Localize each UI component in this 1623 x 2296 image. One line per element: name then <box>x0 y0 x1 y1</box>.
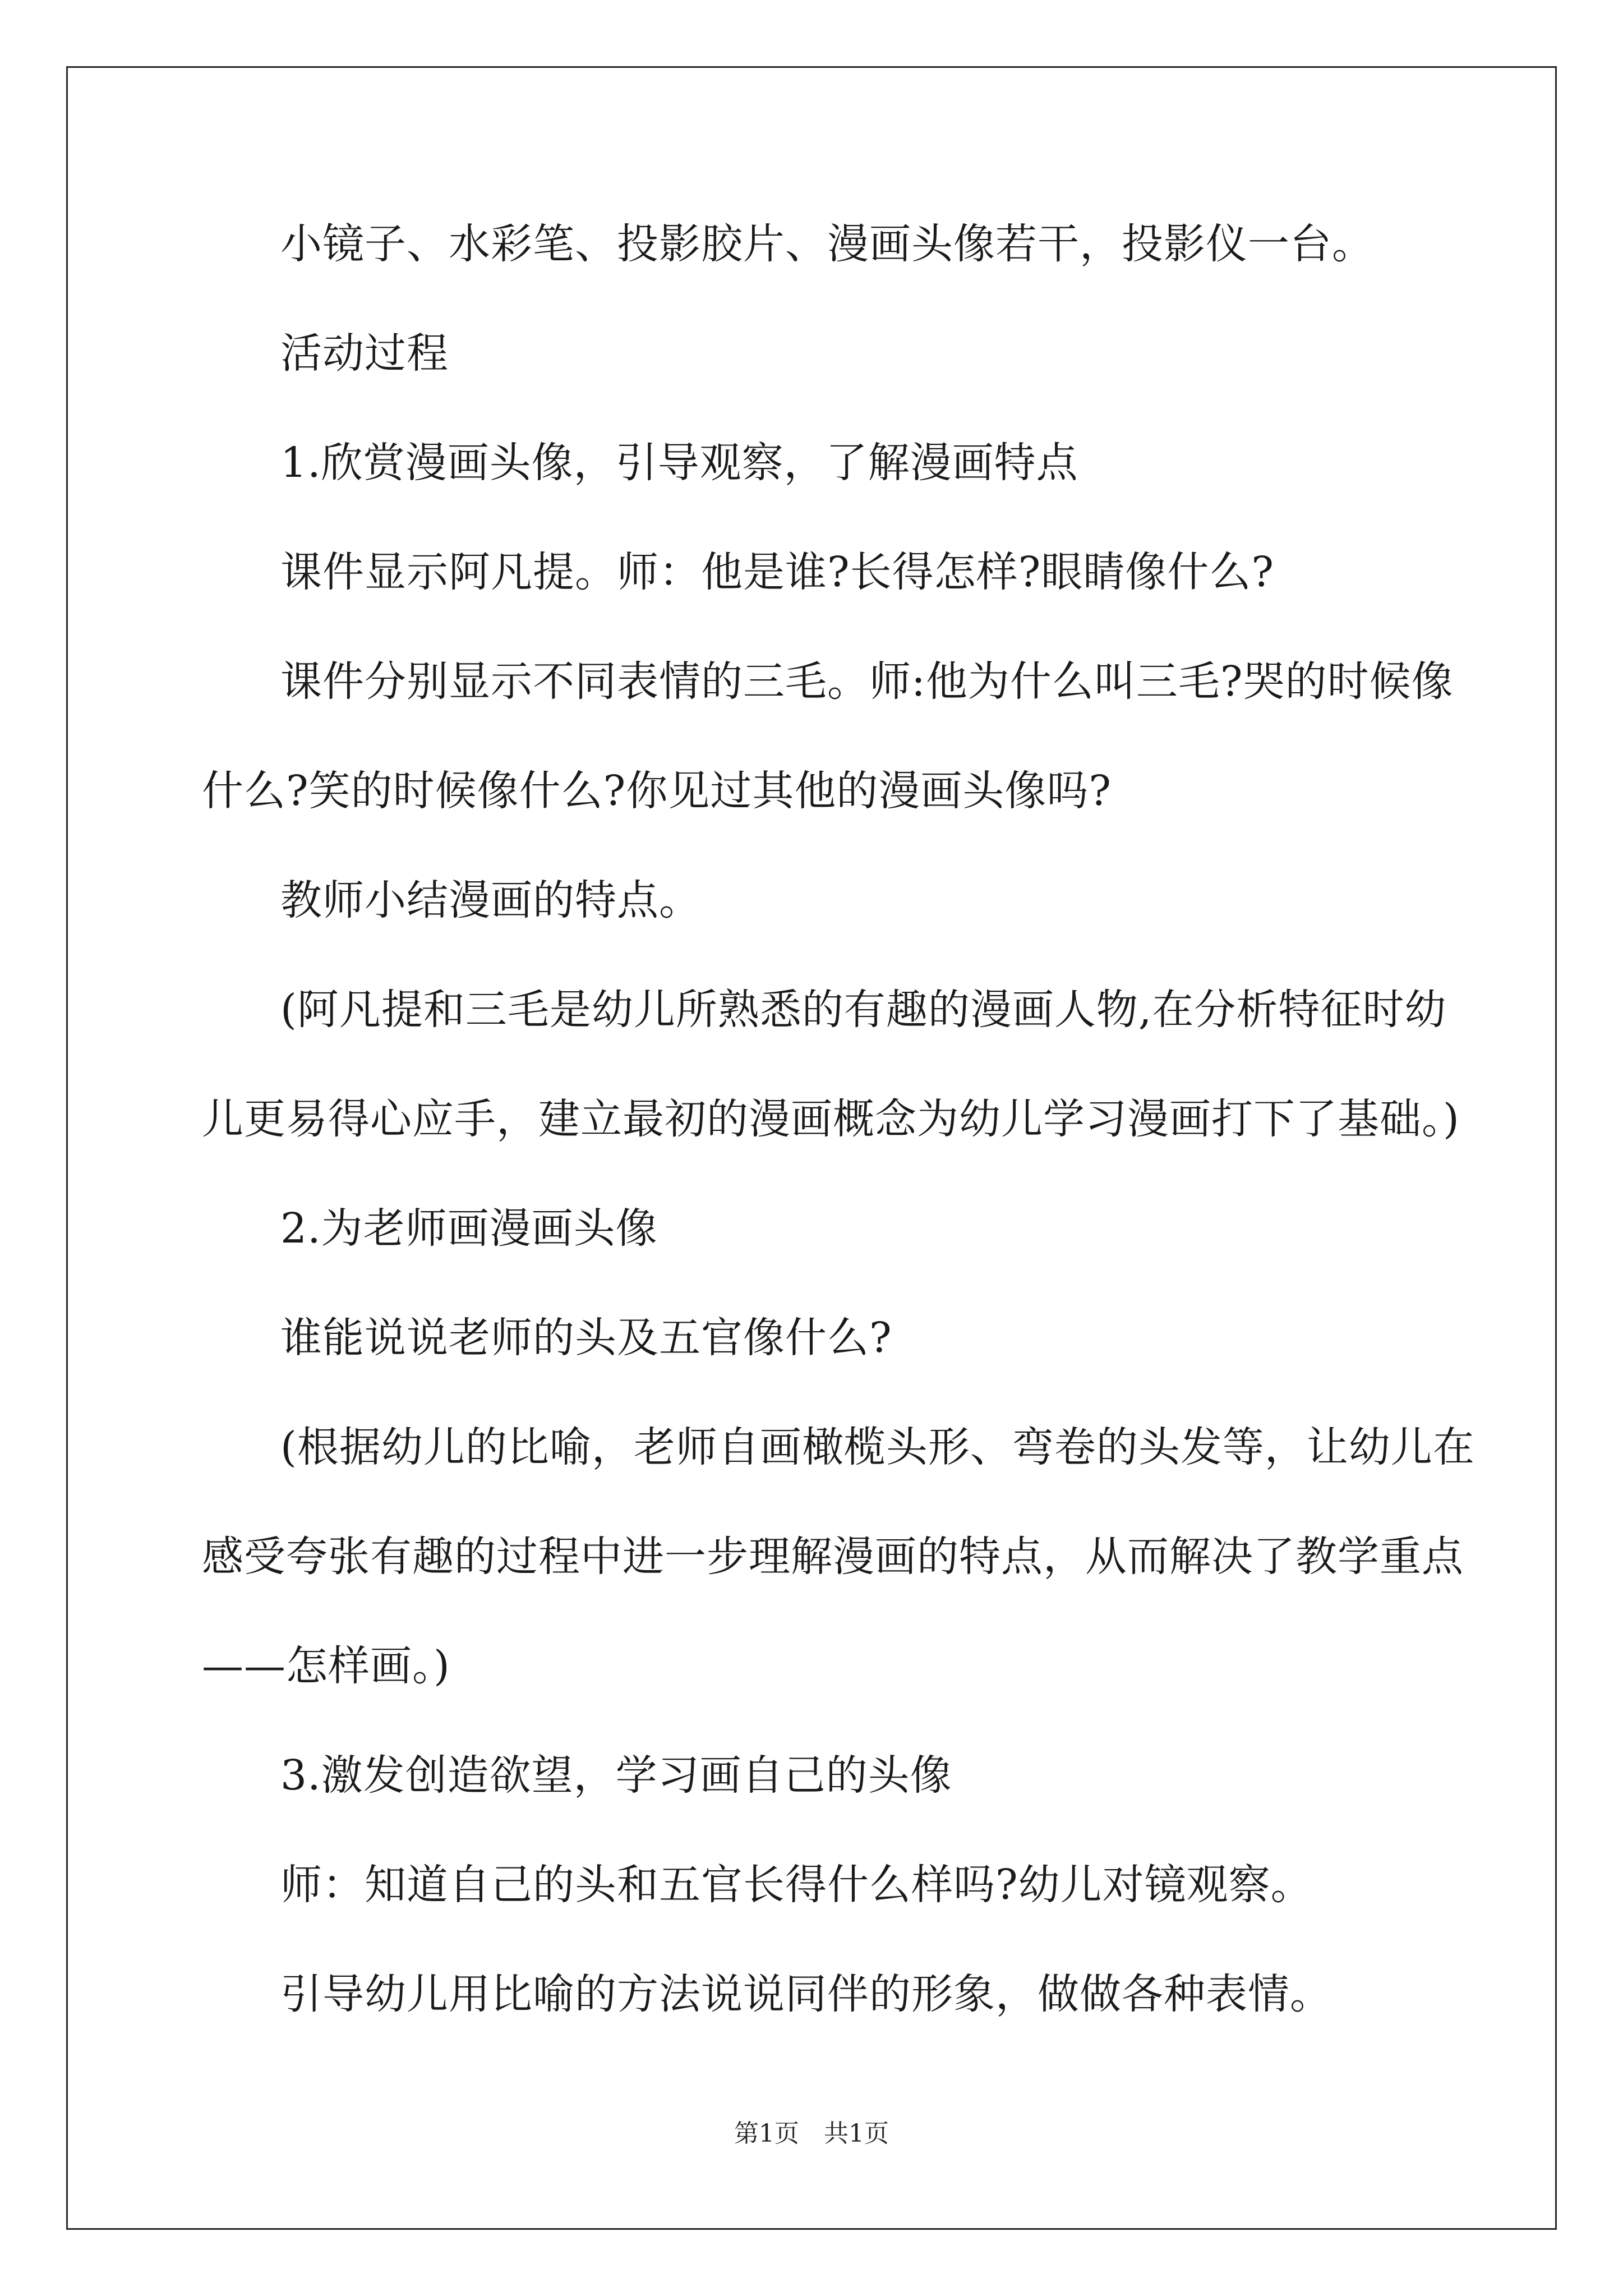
step-3-heading: 3.激发创造欲望，学习画自己的头像 <box>280 1751 952 1800</box>
paragraph-mirror: 师：知道自己的头和五官长得什么样吗?幼儿对镜观察。 <box>280 1861 1313 1909</box>
paragraph-note2-line3: ——怎样画。) <box>202 1642 450 1690</box>
paragraph-teacher-face: 谁能说说老师的头及五官像什么? <box>280 1314 892 1362</box>
paragraph-afanti: 课件显示阿凡提。师：他是谁?长得怎样?眼睛像什么? <box>280 548 1275 596</box>
paragraph-sanmao-line2: 什么?笑的时候像什么?你见过其他的漫画头像吗? <box>202 767 1112 815</box>
paragraph-note1-line1: (阿凡提和三毛是幼儿所熟悉的有趣的漫画人物,在分析特征时幼 <box>280 986 1447 1034</box>
paragraph-metaphor: 引导幼儿用比喻的方法说说同伴的形象，做做各种表情。 <box>280 1970 1332 2018</box>
paragraph-note1-line2: 儿更易得心应手，建立最初的漫画概念为幼儿学习漫画打下了基础。) <box>202 1095 1460 1143</box>
paragraph-note2-line2: 感受夸张有趣的过程中进一步理解漫画的特点，从而解决了教学重点 <box>202 1533 1464 1581</box>
paragraph-note2-line1: (根据幼儿的比喻，老师自画橄榄头形、弯卷的头发等，让幼儿在 <box>280 1423 1475 1471</box>
paragraph-summary: 教师小结漫画的特点。 <box>280 876 701 924</box>
paragraph-materials: 小镜子、水彩笔、投影胶片、漫画头像若干，投影仪一台。 <box>280 220 1374 268</box>
page-number: 第1页 共1页 <box>734 2119 889 2148</box>
paragraph-sanmao-line1: 课件分别显示不同表情的三毛。师:他为什么叫三毛?哭的时候像 <box>280 657 1454 706</box>
step-2-heading: 2.为老师画漫画头像 <box>280 1204 658 1253</box>
heading-activity-process: 活动过程 <box>280 329 449 378</box>
step-1-heading: 1.欣赏漫画头像，引导观察，了解漫画特点 <box>280 439 1078 487</box>
